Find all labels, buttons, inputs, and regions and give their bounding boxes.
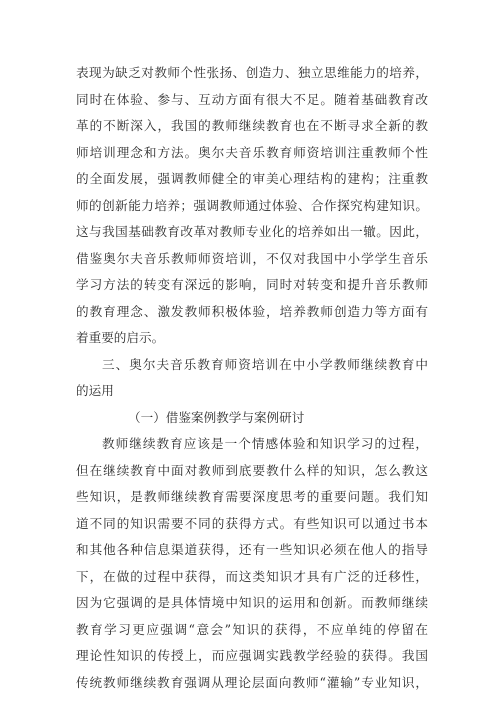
text-line: 革的不断深入，我国的教师继续教育也在不断寻求全新的教 (76, 118, 428, 133)
text-line: 这与我国基础教育改革对教师专业化的培养如出一辙。因此， (76, 224, 428, 239)
text-line: 师的创新能力培养；强调教师通过体验、合作探究构建知识。 (76, 197, 428, 213)
text-line: 师培训理念和方法。奥尔夫音乐教育师资培训注重教师个性 (76, 144, 428, 160)
section-heading (76, 352, 428, 405)
section-heading-line: 三、奥尔夫音乐教育师资培训在中小学教师继续教育中 (102, 356, 428, 372)
text-line: 但在继续教育中面对教师到底要教什么样的知识，怎么教这 (76, 462, 428, 478)
text-line: 下，在做的过程中获得，而这类知识才具有广泛的迁移性， (76, 568, 428, 584)
document-page (76, 60, 428, 696)
text-line: 些知识，是教师继续教育需要深度思考的重要问题。我们知 (76, 489, 428, 504)
text-line: 的全面发展，强调教师健全的审美心理结构的建构；注重教 (76, 171, 428, 186)
section-heading-line: 的运用 (76, 383, 114, 398)
text-line: 借鉴奥尔夫音乐教师师资培训，不仅对我国中小学学生音乐 (76, 250, 428, 266)
text-line: 传统教师继续教育强调从理论层面向教师“灌输”专业知识， (76, 674, 428, 690)
text-line: 理论性知识的传授上，而应强调实践教学经验的获得。我国 (76, 648, 428, 663)
text-line: 学习方法的转变有深远的影响，同时对转变和提升音乐教师 (76, 277, 428, 292)
text-line: 教师继续教育应该是一个情感体验和知识学习的过程， (102, 436, 428, 451)
text-line: 因为它强调的是具体情境中知识的运用和创新。而教师继续 (76, 595, 428, 610)
text-line: 的教育理念、激发教师积极体验，培养教师创造力等方面有 (76, 303, 428, 319)
text-line: 表现为缺乏对教师个性张扬、创造力、独立思维能力的培养， (76, 65, 428, 80)
subsection-heading: （一）借鉴案例教学与案例研讨 (128, 409, 305, 425)
text-line: 和其他各种信息渠道获得，还有一些知识必须在他人的指导 (76, 542, 428, 557)
paragraph-2 (76, 431, 428, 696)
paragraph-1 (76, 60, 428, 352)
text-line: 着重要的启示。 (76, 330, 165, 345)
text-line: 同时在体验、参与、互动方面有很大不足。随着基础教育改 (76, 91, 428, 107)
text-line: 道不同的知识需要不同的获得方式。有些知识可以通过书本 (76, 515, 428, 531)
text-line: 教育学习更应强调“意会”知识的获得，不应单纯的停留在 (76, 621, 428, 637)
